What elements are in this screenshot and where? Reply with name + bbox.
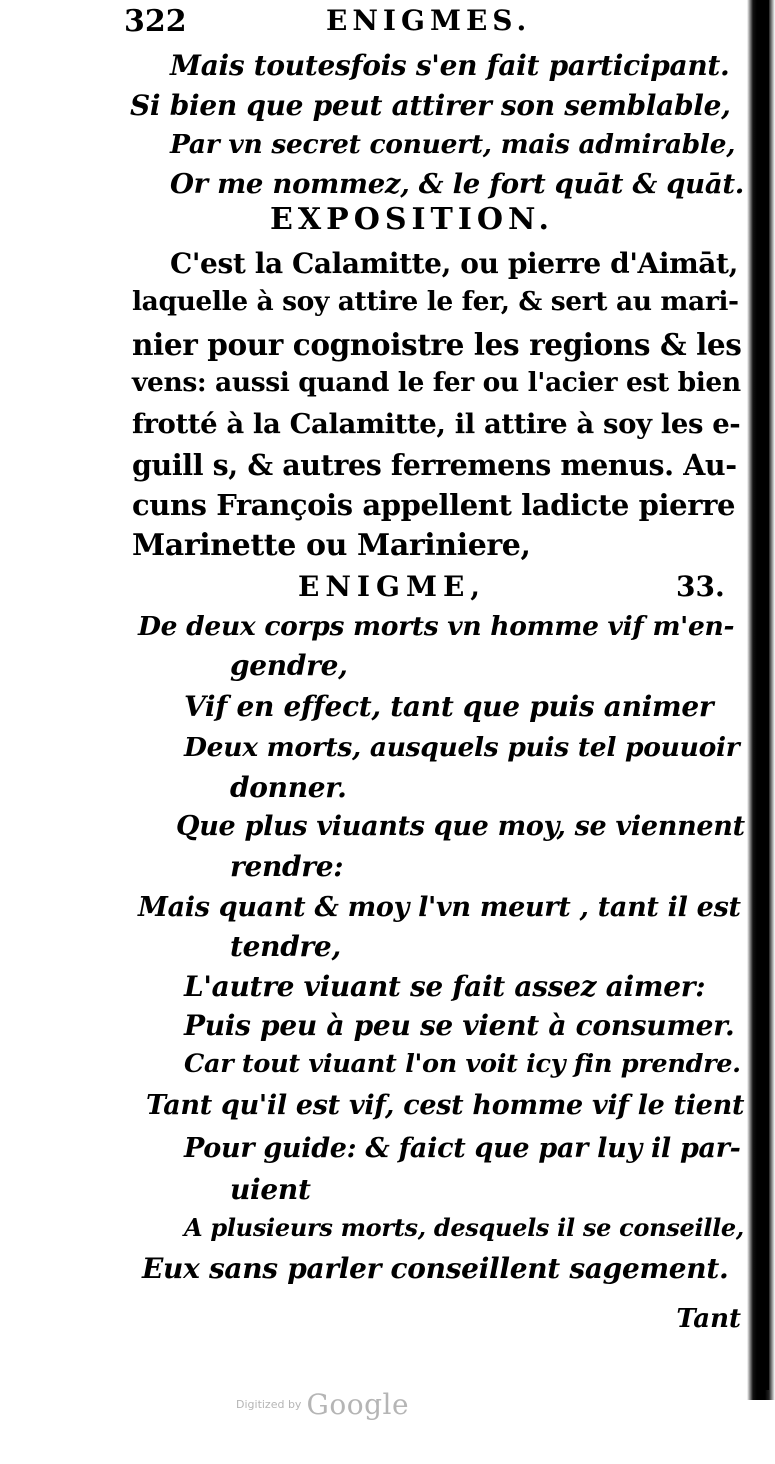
catchword: Tant <box>676 1304 741 1334</box>
enigme-verse-line: Pour guide: & faict que par luy il par- <box>184 1133 741 1164</box>
enigme-verse-line: rendre: <box>230 850 344 883</box>
digitization-watermark <box>236 1388 409 1421</box>
section-title-exposition: EXPOSITION. <box>270 202 554 237</box>
page-number: 322 <box>124 4 187 39</box>
enigme-verse-line: De deux corps morts vn homme vif m'en- <box>138 611 735 642</box>
page-header <box>124 4 532 39</box>
enigme-label: ENIGME, <box>298 570 487 603</box>
prose-line: guill s, & autres ferremens menus. Au- <box>132 448 737 482</box>
binding-shadow <box>761 0 769 1390</box>
verse-line: Mais toutesfois s'en fait participant. <box>170 49 730 82</box>
watermark-prefix: Digitized by <box>236 1398 302 1411</box>
running-title: ENIGMES. <box>326 4 532 37</box>
enigme-verse-line: donner. <box>230 771 347 804</box>
prose-line: cuns François appellent ladicte pierre <box>132 488 736 522</box>
enigme-verse-line: A plusieurs morts, desquels il se conseille, <box>184 1213 744 1242</box>
enigme-verse-line: tendre, <box>230 930 341 963</box>
prose-line: frotté à la Calamitte, il attire à soy les e- <box>132 408 741 440</box>
enigme-verse-line: Deux morts, ausquels puis tel pouuoir <box>184 732 740 763</box>
prose-line: nier pour cognoistre les regions & les <box>132 327 742 362</box>
enigme-verse-line: Tant qu'il est vif, cest homme vif le tient <box>146 1090 745 1121</box>
prose-line: C'est la Calamitte, ou pierre d'Aimāt, <box>170 247 738 280</box>
enigme-verse-line: Puis peu à peu se vient à consumer. <box>184 1009 735 1042</box>
enigme-verse-line: gendre, <box>230 649 348 682</box>
verse-line: Or me nommez, & le fort quāt & quāt. <box>170 168 745 200</box>
enigme-verse-line: Vif en effect, tant que puis animer <box>184 690 714 723</box>
prose-line: vens: aussi quand le fer ou l'acier est bien <box>132 367 741 398</box>
enigme-number: 33. <box>676 570 725 603</box>
watermark-brand: Google <box>306 1388 410 1421</box>
enigme-verse-line: Car tout viuant l'on voit icy fin prendre. <box>184 1049 741 1079</box>
enigme-verse-line: Mais quant & moy l'vn meurt , tant il est <box>138 892 741 923</box>
prose-line: Marinette ou Mariniere, <box>132 528 531 563</box>
verse-line: Par vn secret conuert, mais admirable, <box>170 129 736 160</box>
verse-line: Si bien que peut attirer son semblable, <box>130 89 731 122</box>
enigme-verse-line: uient <box>230 1173 311 1206</box>
prose-line: laquelle à soy attire le fer, & sert au mari- <box>132 286 739 317</box>
enigme-verse-line: Que plus viuants que moy, se viennent <box>176 811 745 842</box>
enigme-verse-line: Eux sans parler conseillent sagement. <box>142 1252 729 1285</box>
enigme-verse-line: L'autre viuant se fait assez aimer: <box>184 970 706 1003</box>
section-title-enigme <box>298 570 738 603</box>
